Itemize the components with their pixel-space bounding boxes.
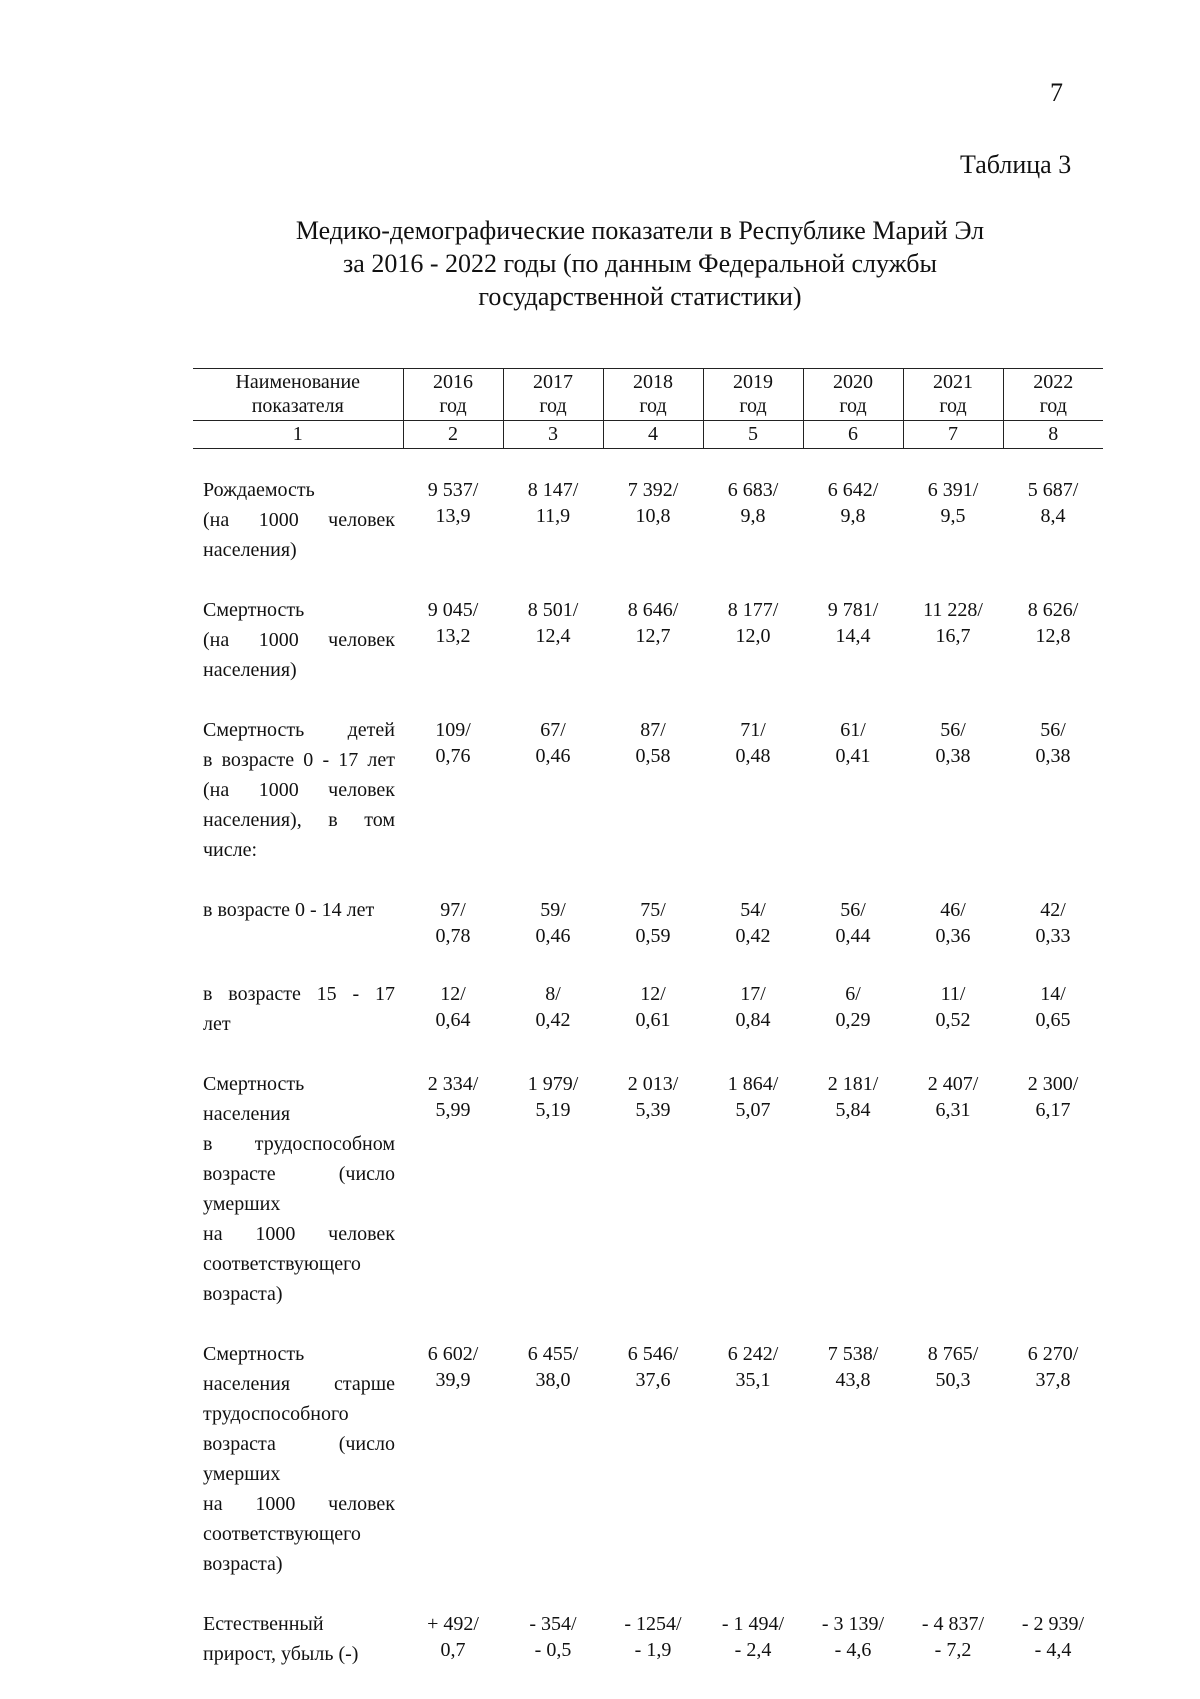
value-cell (903, 1609, 1003, 1699)
value-cell (803, 715, 903, 895)
value-cell (703, 595, 803, 715)
value-cell (603, 1609, 703, 1699)
rate-value: 9,5 (903, 503, 1003, 529)
table-row (193, 715, 1103, 895)
absolute-value: 7 538/ (803, 1341, 903, 1367)
indicator-name-line: на 1000 человек (203, 1489, 395, 1519)
absolute-value: 11/ (903, 981, 1003, 1007)
rate-value: 0,76 (403, 743, 503, 769)
table-body (193, 449, 1103, 1699)
value-cell (603, 475, 703, 595)
rate-value: 13,9 (403, 503, 503, 529)
demographics-table (193, 368, 1103, 1699)
indicator-name-line: возраста (число (203, 1429, 395, 1459)
value-cell (1003, 895, 1103, 979)
rate-value: 0,84 (703, 1007, 803, 1033)
indicator-name-line: Рождаемость (203, 475, 395, 505)
indicator-name-line: населения) (203, 655, 395, 685)
rate-value: 0,33 (1003, 923, 1103, 949)
rate-value: 0,58 (603, 743, 703, 769)
rate-value: 50,3 (903, 1367, 1003, 1393)
indicator-name-line: прирост, убыль (-) (203, 1639, 395, 1669)
value-cell (603, 1339, 703, 1609)
value-cell (703, 895, 803, 979)
value-cell (403, 979, 503, 1069)
rate-value: 12,4 (503, 623, 603, 649)
absolute-value: 5 687/ (1003, 477, 1103, 503)
absolute-value: - 1254/ (603, 1611, 703, 1637)
absolute-value: 71/ (703, 717, 803, 743)
indicator-name-line: в возрасте 15 - 17 (203, 979, 395, 1009)
rate-value: 5,07 (703, 1097, 803, 1123)
header-year: 2018 год (603, 369, 703, 421)
absolute-value: 6 242/ (703, 1341, 803, 1367)
absolute-value: 6 455/ (503, 1341, 603, 1367)
rate-value: 37,6 (603, 1367, 703, 1393)
rate-value: 5,84 (803, 1097, 903, 1123)
value-cell (503, 895, 603, 979)
value-cell (603, 1069, 703, 1339)
value-cell (503, 1609, 603, 1699)
table-row (193, 979, 1103, 1069)
absolute-value: 8 147/ (503, 477, 603, 503)
rate-value: 0,41 (803, 743, 903, 769)
absolute-value: 42/ (1003, 897, 1103, 923)
rate-value: 8,4 (1003, 503, 1103, 529)
absolute-value: - 4 837/ (903, 1611, 1003, 1637)
header-year: 2016 год (403, 369, 503, 421)
rate-value: 13,2 (403, 623, 503, 649)
header-year: 2022 год (1003, 369, 1103, 421)
column-number-row (193, 421, 1103, 449)
absolute-value: 1 979/ (503, 1071, 603, 1097)
absolute-value: 8 646/ (603, 597, 703, 623)
value-cell (903, 475, 1003, 595)
absolute-value: 46/ (903, 897, 1003, 923)
absolute-value: - 2 939/ (1003, 1611, 1103, 1637)
absolute-value: 6 270/ (1003, 1341, 1103, 1367)
header-year: 2020 год (803, 369, 903, 421)
value-cell (803, 979, 903, 1069)
absolute-value: 8 765/ (903, 1341, 1003, 1367)
indicator-name-line: населения (203, 1099, 395, 1129)
value-cell (503, 979, 603, 1069)
indicator-name (193, 1069, 403, 1339)
rate-value: 12,8 (1003, 623, 1103, 649)
absolute-value: 109/ (403, 717, 503, 743)
value-cell (403, 715, 503, 895)
value-cell (503, 1339, 603, 1609)
indicator-name (193, 1609, 403, 1699)
indicator-name-line: трудоспособного (203, 1399, 395, 1429)
value-cell (803, 895, 903, 979)
absolute-value: 67/ (503, 717, 603, 743)
rate-value: 0,59 (603, 923, 703, 949)
indicator-name-line: (на 1000 человек (203, 505, 395, 535)
rate-value: 10,8 (603, 503, 703, 529)
value-cell (703, 1069, 803, 1339)
header-indicator-name: Наименование показателя (193, 369, 403, 421)
absolute-value: 6 546/ (603, 1341, 703, 1367)
rate-value: 0,65 (1003, 1007, 1103, 1033)
absolute-value: 97/ (403, 897, 503, 923)
value-cell (903, 895, 1003, 979)
value-cell (503, 475, 603, 595)
rate-value: 9,8 (803, 503, 903, 529)
rate-value: 16,7 (903, 623, 1003, 649)
column-number: 7 (903, 421, 1003, 449)
rate-value: 0,38 (1003, 743, 1103, 769)
value-cell (503, 1069, 603, 1339)
value-cell (1003, 979, 1103, 1069)
absolute-value: 6 642/ (803, 477, 903, 503)
indicator-name-line: возраста) (203, 1549, 395, 1579)
indicator-name-line: в возрасте 0 - 17 лет (203, 745, 395, 775)
absolute-value: 8 177/ (703, 597, 803, 623)
table-label: Таблица 3 (960, 150, 1071, 180)
indicator-name (193, 895, 403, 979)
indicator-name-line: умерших (203, 1189, 395, 1219)
indicator-name-line: соответствующего (203, 1249, 395, 1279)
absolute-value: - 1 494/ (703, 1611, 803, 1637)
absolute-value: 56/ (1003, 717, 1103, 743)
indicator-name (193, 979, 403, 1069)
table-row (193, 595, 1103, 715)
absolute-value: 1 864/ (703, 1071, 803, 1097)
rate-value: 11,9 (503, 503, 603, 529)
value-cell (1003, 595, 1103, 715)
rate-value: 35,1 (703, 1367, 803, 1393)
value-cell (603, 895, 703, 979)
value-cell (403, 1339, 503, 1609)
absolute-value: 8 626/ (1003, 597, 1103, 623)
header-year: 2019 год (703, 369, 803, 421)
absolute-value: 11 228/ (903, 597, 1003, 623)
rate-value: 0,42 (503, 1007, 603, 1033)
value-cell (703, 475, 803, 595)
rate-value: 5,39 (603, 1097, 703, 1123)
rate-value: - 4,4 (1003, 1637, 1103, 1663)
indicator-name-line: Смертность (203, 1069, 395, 1099)
absolute-value: 56/ (903, 717, 1003, 743)
rate-value: 5,19 (503, 1097, 603, 1123)
rate-value: 6,31 (903, 1097, 1003, 1123)
rate-value: 12,0 (703, 623, 803, 649)
indicator-name (193, 1339, 403, 1609)
value-cell (903, 1069, 1003, 1339)
indicator-name-line: населения старше (203, 1369, 395, 1399)
absolute-value: 61/ (803, 717, 903, 743)
header-year: 2021 год (903, 369, 1003, 421)
indicator-name-line: на 1000 человек (203, 1219, 395, 1249)
rate-value: 0,64 (403, 1007, 503, 1033)
absolute-value: 7 392/ (603, 477, 703, 503)
rate-value: 0,42 (703, 923, 803, 949)
title-line: за 2016 - 2022 годы (по данным Федеральной службы (200, 247, 1080, 280)
absolute-value: 2 013/ (603, 1071, 703, 1097)
absolute-value: 87/ (603, 717, 703, 743)
value-cell (703, 979, 803, 1069)
absolute-value: 9 045/ (403, 597, 503, 623)
table-row (193, 1069, 1103, 1339)
indicator-name-line: умерших (203, 1459, 395, 1489)
indicator-name-line: в трудоспособном (203, 1129, 395, 1159)
absolute-value: + 492/ (403, 1611, 503, 1637)
indicator-name-line: Естественный (203, 1609, 395, 1639)
rate-value: 0,36 (903, 923, 1003, 949)
table-row (193, 1339, 1103, 1609)
rate-value: 6,17 (1003, 1097, 1103, 1123)
value-cell (903, 1339, 1003, 1609)
indicator-name-line: населения), в том (203, 805, 395, 835)
header-year: 2017 год (503, 369, 603, 421)
absolute-value: 54/ (703, 897, 803, 923)
absolute-value: 56/ (803, 897, 903, 923)
column-number: 3 (503, 421, 603, 449)
indicator-name-line: (на 1000 человек (203, 775, 395, 805)
rate-value: - 7,2 (903, 1637, 1003, 1663)
absolute-value: 75/ (603, 897, 703, 923)
absolute-value: 12/ (403, 981, 503, 1007)
rate-value: 39,9 (403, 1367, 503, 1393)
value-cell (503, 715, 603, 895)
indicator-name (193, 595, 403, 715)
value-cell (803, 1339, 903, 1609)
value-cell (703, 1609, 803, 1699)
indicator-name-line: возраста) (203, 1279, 395, 1309)
indicator-name-line: Смертность детей (203, 715, 395, 745)
rate-value: - 1,9 (603, 1637, 703, 1663)
rate-value: 14,4 (803, 623, 903, 649)
absolute-value: 17/ (703, 981, 803, 1007)
indicator-name-line: соответствующего (203, 1519, 395, 1549)
rate-value: 0,78 (403, 923, 503, 949)
rate-value: 0,48 (703, 743, 803, 769)
table-title (200, 214, 1080, 313)
column-number: 2 (403, 421, 503, 449)
value-cell (603, 595, 703, 715)
value-cell (403, 895, 503, 979)
absolute-value: 14/ (1003, 981, 1103, 1007)
absolute-value: 59/ (503, 897, 603, 923)
value-cell (1003, 475, 1103, 595)
rate-value: 0,38 (903, 743, 1003, 769)
indicator-name-line: в возрасте 0 - 14 лет (203, 895, 395, 925)
page-number: 7 (1050, 78, 1063, 108)
indicator-name-line: Смертность (203, 595, 395, 625)
indicator-name-line: возрасте (число (203, 1159, 395, 1189)
rate-value: - 4,6 (803, 1637, 903, 1663)
indicator-name (193, 475, 403, 595)
absolute-value: 6 391/ (903, 477, 1003, 503)
rate-value: 12,7 (603, 623, 703, 649)
rate-value: 5,99 (403, 1097, 503, 1123)
value-cell (703, 715, 803, 895)
value-cell (1003, 1339, 1103, 1609)
absolute-value: 8/ (503, 981, 603, 1007)
absolute-value: 6/ (803, 981, 903, 1007)
absolute-value: 9 781/ (803, 597, 903, 623)
value-cell (803, 475, 903, 595)
rate-value: 38,0 (503, 1367, 603, 1393)
value-cell (603, 715, 703, 895)
value-cell (903, 715, 1003, 895)
column-number: 1 (193, 421, 403, 449)
value-cell (903, 979, 1003, 1069)
column-number: 4 (603, 421, 703, 449)
indicator-name-line: лет (203, 1009, 395, 1039)
absolute-value: - 3 139/ (803, 1611, 903, 1637)
indicator-name-line: числе: (203, 835, 395, 865)
table-row (193, 475, 1103, 595)
title-line: государственной статистики) (200, 280, 1080, 313)
value-cell (403, 595, 503, 715)
value-cell (803, 1069, 903, 1339)
indicator-name-line: Смертность (203, 1339, 395, 1369)
absolute-value: - 354/ (503, 1611, 603, 1637)
column-number: 6 (803, 421, 903, 449)
value-cell (403, 475, 503, 595)
absolute-value: 12/ (603, 981, 703, 1007)
rate-value: 0,61 (603, 1007, 703, 1033)
value-cell (703, 1339, 803, 1609)
rate-value: 9,8 (703, 503, 803, 529)
value-cell (803, 1609, 903, 1699)
rate-value: 0,46 (503, 743, 603, 769)
absolute-value: 2 300/ (1003, 1071, 1103, 1097)
table-row (193, 895, 1103, 979)
value-cell (803, 595, 903, 715)
absolute-value: 9 537/ (403, 477, 503, 503)
absolute-value: 2 407/ (903, 1071, 1003, 1097)
value-cell (403, 1069, 503, 1339)
value-cell (1003, 715, 1103, 895)
rate-value: - 0,5 (503, 1637, 603, 1663)
absolute-value: 8 501/ (503, 597, 603, 623)
rate-value: 0,46 (503, 923, 603, 949)
indicator-name (193, 715, 403, 895)
rate-value: 0,44 (803, 923, 903, 949)
indicator-name-line: населения) (203, 535, 395, 565)
absolute-value: 2 181/ (803, 1071, 903, 1097)
rate-value: 0,52 (903, 1007, 1003, 1033)
column-number: 5 (703, 421, 803, 449)
rate-value: 37,8 (1003, 1367, 1103, 1393)
title-line: Медико-демографические показатели в Республике Марий Эл (200, 214, 1080, 247)
value-cell (903, 595, 1003, 715)
rate-value: 43,8 (803, 1367, 903, 1393)
value-cell (603, 979, 703, 1069)
rate-value: - 2,4 (703, 1637, 803, 1663)
indicator-name-line: (на 1000 человек (203, 625, 395, 655)
value-cell (1003, 1069, 1103, 1339)
value-cell (503, 595, 603, 715)
absolute-value: 6 683/ (703, 477, 803, 503)
header-row (193, 369, 1103, 421)
table-row (193, 1609, 1103, 1699)
rate-value: 0,29 (803, 1007, 903, 1033)
rate-value: 0,7 (403, 1637, 503, 1663)
absolute-value: 2 334/ (403, 1071, 503, 1097)
value-cell (403, 1609, 503, 1699)
column-number: 8 (1003, 421, 1103, 449)
absolute-value: 6 602/ (403, 1341, 503, 1367)
value-cell (1003, 1609, 1103, 1699)
